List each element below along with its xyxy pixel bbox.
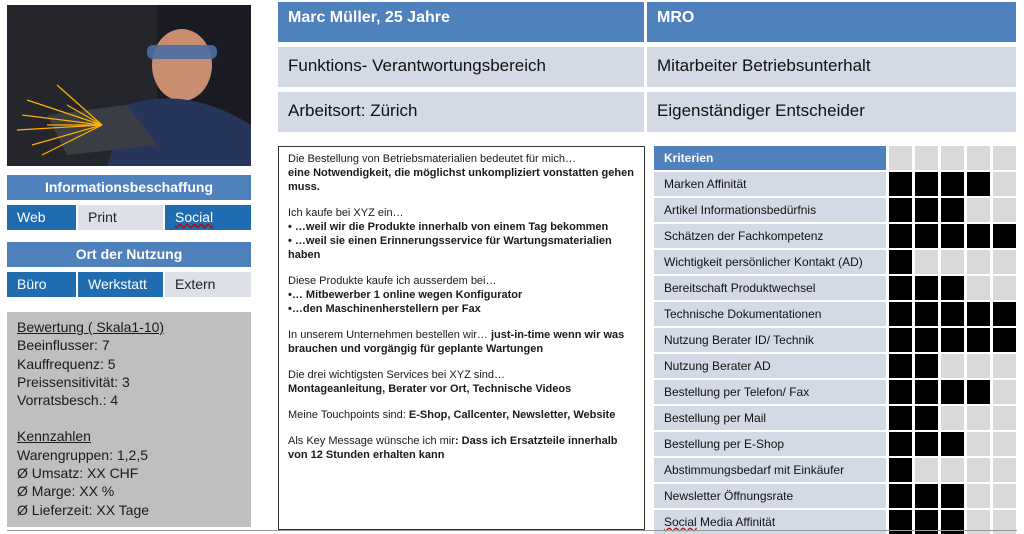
score-cell-filled <box>889 406 912 430</box>
criteria-header-cell <box>889 146 912 170</box>
criteria-row-label: Bestellung per E-Shop <box>654 432 886 456</box>
score-cell-empty <box>993 458 1016 482</box>
criteria-header-cell <box>941 146 964 170</box>
score-cell-empty <box>941 458 964 482</box>
criteria-row-label: Bestellung per Mail <box>654 406 886 430</box>
score-cell-filled <box>941 172 964 196</box>
criteria-row-label: Social Media Affinität <box>654 510 886 534</box>
chip-buero[interactable]: Büro <box>7 272 76 297</box>
chip-extern[interactable]: Extern <box>165 272 251 297</box>
criteria-row-label: Nutzung Berater AD <box>654 354 886 378</box>
chip-werkstatt[interactable]: Werkstatt <box>78 272 163 297</box>
score-cell-filled <box>941 302 964 326</box>
score-cell-filled <box>889 224 912 248</box>
score-cell-empty <box>967 276 990 300</box>
score-cell-filled <box>941 224 964 248</box>
kpi-title: Kennzahlen <box>17 428 91 445</box>
persona-photo <box>7 5 251 166</box>
kpi-item: Warengruppen: 1,2,5 <box>17 446 149 463</box>
score-cell-filled <box>941 276 964 300</box>
info-section-title: Informationsbeschaffung <box>7 175 251 200</box>
score-cell-empty <box>915 250 938 274</box>
criteria-header-cell <box>967 146 990 170</box>
worker-grinding-photo <box>7 5 251 166</box>
score-cell-empty <box>941 250 964 274</box>
score-cell-filled <box>889 198 912 222</box>
score-cell-filled <box>967 302 990 326</box>
statement-text: Ich kaufe bei XYZ ein… <box>288 207 404 219</box>
score-cell-filled <box>993 224 1016 248</box>
rating-panel <box>7 312 251 527</box>
score-cell-filled <box>941 328 964 352</box>
score-cell-empty <box>967 406 990 430</box>
score-cell-filled <box>889 432 912 456</box>
rating-item: Beeinflusser: 7 <box>17 337 110 354</box>
score-cell-filled <box>889 354 912 378</box>
kpi-item: Ø Marge: XX % <box>17 483 115 500</box>
role-value: Mitarbeiter Betriebsunterhalt <box>647 47 1016 87</box>
score-cell-empty <box>993 250 1016 274</box>
persona-segment: MRO <box>647 2 1016 42</box>
score-cell-empty <box>967 458 990 482</box>
score-cell-empty <box>941 406 964 430</box>
statement-bold: just-in-time wenn wir was brauchen und vorgängig für geplante Wartungen <box>288 329 625 355</box>
score-cell-empty <box>993 172 1016 196</box>
score-cell-filled <box>889 484 912 508</box>
score-cell-filled <box>915 354 938 378</box>
score-cell-filled <box>915 328 938 352</box>
score-cell-empty <box>993 380 1016 404</box>
score-cell-filled <box>941 198 964 222</box>
criteria-row-label: Schätzen der Fachkompetenz <box>654 224 886 248</box>
score-cell-empty <box>967 484 990 508</box>
score-cell-filled <box>967 172 990 196</box>
rating-item: Preissensitivität: 3 <box>17 373 130 390</box>
score-cell-filled <box>915 380 938 404</box>
rating-item: Kauffrequenz: 5 <box>17 355 116 372</box>
rating-item: Vorratsbesch.: 4 <box>17 392 119 409</box>
score-cell-filled <box>889 328 912 352</box>
statement-text: Meine Touchpoints sind: <box>288 409 406 421</box>
score-cell-filled <box>993 328 1016 352</box>
statement-bold: • …weil wir die Produkte innerhalb von einem Tag bekommen <box>288 221 609 233</box>
score-cell-filled <box>915 276 938 300</box>
chip-social-label: Social <box>175 209 214 225</box>
score-cell-filled <box>915 198 938 222</box>
criteria-row-label: Nutzung Berater ID/ Technik <box>654 328 886 352</box>
criteria-row-label: Newsletter Öffnungsrate <box>654 484 886 508</box>
statement-text: Die Bestellung von Betriebsmaterialien bedeutet für mich… <box>288 153 576 165</box>
chip-social[interactable] <box>165 205 251 230</box>
score-cell-filled <box>967 224 990 248</box>
statement-text: Die drei wichtigsten Services bei XYZ sind… <box>288 369 506 381</box>
score-cell-empty <box>993 354 1016 378</box>
score-cell-empty <box>993 406 1016 430</box>
score-cell-empty <box>967 198 990 222</box>
score-cell-filled <box>889 172 912 196</box>
score-cell-empty <box>993 276 1016 300</box>
kpi-item: Ø Lieferzeit: XX Tage <box>17 501 150 518</box>
score-cell-filled <box>915 406 938 430</box>
statement-bold: Montageanleitung, Berater vor Ort, Technische Videos <box>288 383 572 395</box>
statement-text: Diese Produkte kaufe ich ausserdem bei… <box>288 275 497 287</box>
score-cell-filled <box>915 484 938 508</box>
statement-bold: eine Notwendigkeit, die möglichst unkompliziert vonstatten gehen muss. <box>288 167 634 193</box>
score-cell-filled <box>889 250 912 274</box>
score-cell-filled <box>967 380 990 404</box>
statement-bold: : Dass ich Ersatzteile innerhalb von 12 Stunden erhalten kann <box>288 435 618 461</box>
statement-bold: E-Shop, Callcenter, Newsletter, Website <box>408 409 616 421</box>
score-cell-empty <box>993 198 1016 222</box>
criteria-header-cell <box>993 146 1016 170</box>
statement-bold: •… Mitbewerber 1 online wegen Konfigurator <box>288 289 523 301</box>
score-cell-empty <box>993 432 1016 456</box>
statement-bold: •…den Maschinenherstellern per Fax <box>288 303 481 315</box>
score-cell-filled <box>993 302 1016 326</box>
score-cell-filled <box>889 380 912 404</box>
criteria-row-label: Abstimmungsbedarf mit Einkäufer <box>654 458 886 482</box>
criteria-header: Kriterien <box>654 146 886 170</box>
decision-type: Eigenständiger Entscheider <box>647 92 1016 132</box>
statement-bold: • …weil sie einen Erinnerungsservice für Wartungsmaterialien haben <box>288 235 612 261</box>
criteria-header-cell <box>915 146 938 170</box>
role-label: Funktions- Verantwortungsbereich <box>278 47 644 87</box>
score-cell-empty <box>967 354 990 378</box>
score-cell-empty <box>941 354 964 378</box>
score-cell-filled <box>915 224 938 248</box>
criteria-row-label: Marken Affinität <box>654 172 886 196</box>
chip-print[interactable]: Print <box>78 205 163 230</box>
score-cell-filled <box>941 432 964 456</box>
usage-section-title: Ort der Nutzung <box>7 242 251 267</box>
criteria-row-label: Bestellung per Telefon/ Fax <box>654 380 886 404</box>
criteria-row-label: Bereitschaft Produktwechsel <box>654 276 886 300</box>
score-cell-filled <box>889 302 912 326</box>
score-cell-filled <box>941 484 964 508</box>
criteria-row-label: Artikel Informationsbedürfnis <box>654 198 886 222</box>
chip-web[interactable]: Web <box>7 205 76 230</box>
score-cell-empty <box>967 432 990 456</box>
persona-name: Marc Müller, 25 Jahre <box>278 2 644 42</box>
score-cell-empty <box>993 484 1016 508</box>
score-cell-empty <box>967 250 990 274</box>
score-cell-filled <box>915 432 938 456</box>
score-cell-filled <box>889 458 912 482</box>
kpi-item: Ø Umsatz: XX CHF <box>17 465 139 482</box>
score-cell-empty <box>915 458 938 482</box>
workplace-label: Arbeitsort: Zürich <box>278 92 644 132</box>
statement-text: In unserem Unternehmen bestellen wir… <box>288 329 488 341</box>
score-cell-filled <box>889 276 912 300</box>
rating-title: Bewertung ( Skala1-10) <box>17 319 165 335</box>
score-cell-filled <box>915 302 938 326</box>
score-cell-filled <box>941 380 964 404</box>
score-cell-filled <box>967 328 990 352</box>
persona-statement <box>278 146 645 530</box>
statement-text: Als Key Message wünsche ich mir <box>288 435 455 447</box>
criteria-row-label: Technische Dokumentationen <box>654 302 886 326</box>
criteria-row-label: Wichtigkeit persönlicher Kontakt (AD) <box>654 250 886 274</box>
divider <box>7 530 1017 531</box>
score-cell-filled <box>915 172 938 196</box>
